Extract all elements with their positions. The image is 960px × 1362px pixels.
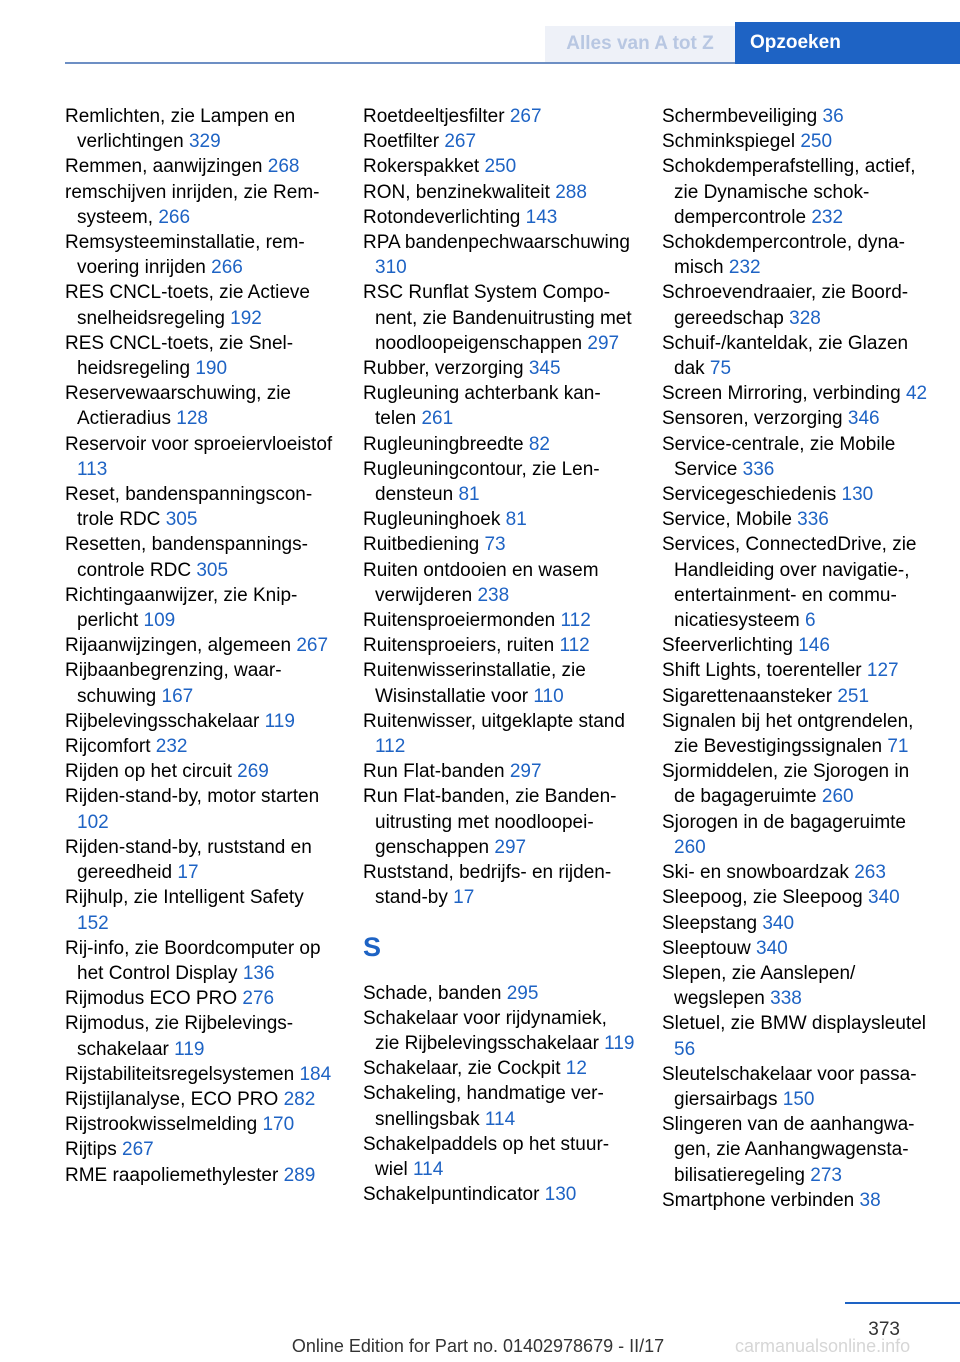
index-entry [65,709,337,734]
entry-text: Sleepoog, zie Sleepoog [662,887,863,909]
index-entry [662,532,934,633]
index-entry [363,1081,635,1131]
page-ref-link[interactable]: 250 [800,131,833,153]
index-entry [363,432,635,457]
index-entry [662,154,934,230]
index-entry [363,658,635,708]
page-ref-link[interactable]: 12 [565,1058,587,1080]
index-entry [363,129,635,154]
page-ref-link[interactable]: 328 [789,307,821,329]
page-ref-link[interactable]: 282 [283,1088,316,1110]
page-ref-link[interactable]: 110 [533,685,564,707]
index-entry [662,230,934,280]
index-entry [65,1011,337,1061]
entry-text: Schroevendraaier, zie Boordgereedschap [662,282,909,329]
entry-text: Sleutelschakelaar voor passagiersairbags [662,1063,917,1110]
index-entry [662,280,934,330]
page-ref-link[interactable]: 263 [854,862,886,884]
page-ref-link[interactable]: 75 [709,358,732,380]
entry-text: Signalen bij het ontgrendelen, zie Bevestigingssignalen [662,710,914,758]
section-tab: Alles van A tot Z [545,26,735,62]
entry-text: Rijden-stand-by, motor starten [65,786,320,808]
index-column-3 [662,104,934,1213]
index-entry [363,507,635,532]
index-entry [662,633,934,658]
entry-text: Sleepstang [662,912,758,934]
index-entry [65,1163,337,1188]
page-ref-link[interactable]: 114 [484,1108,516,1130]
index-entry [363,180,635,205]
page-ref-link[interactable]: 345 [528,358,561,380]
page-ref-link[interactable]: 336 [742,458,775,480]
page-ref-link[interactable]: 130 [841,484,874,506]
entry-text: Smartphone verbinden [662,1189,855,1211]
index-entry [662,1112,934,1188]
entry-text: Rijstrookwisselmelding [65,1114,258,1136]
page-ref-link[interactable]: 119 [174,1038,205,1060]
page-ref-link[interactable]: 273 [810,1164,842,1186]
entry-text: RES CNCL-toets, zie Snelheidsregeling [65,332,294,380]
page-ref-link[interactable]: 340 [868,887,900,909]
index-entry [662,810,934,860]
page-ref-link[interactable]: 232 [728,257,761,279]
index-entry [363,104,635,129]
page-ref-link[interactable]: 184 [299,1063,332,1085]
page-ref-link[interactable]: 82 [528,433,550,455]
page-ref-link[interactable]: 128 [176,408,208,430]
entry-text: Sfeerverlichting [662,635,793,657]
index-entry [65,280,337,330]
entry-text: Rijden-stand-by, ruststand en gereedheid [65,836,312,884]
page-ref-link[interactable]: 17 [453,887,475,909]
page-ref-link[interactable]: 297 [494,836,527,858]
index-entry [662,860,934,885]
entry-text: Schokdemperafstelling, actief, zie Dynamische schokdempercontrole [662,156,916,228]
page-ref-link[interactable]: 289 [283,1164,316,1186]
index-entry [363,532,635,557]
page-ref-link[interactable]: 340 [756,937,788,959]
chapter-tab: Opzoeken [735,22,960,64]
index-entry [363,709,635,759]
entry-text: Servicegeschiedenis [662,484,837,506]
index-entry [363,1006,635,1056]
page-ref-link[interactable]: 310 [375,257,407,279]
page-ref-link[interactable]: 17 [177,862,199,884]
index-entry [65,154,337,179]
index-entry [363,230,635,280]
entry-text: Rijden op het circuit [65,761,232,783]
index-entry [65,104,337,154]
edition-note: Online Edition for Part no. 01402978679 - II/17 [291,1336,665,1356]
page-ref-link[interactable]: 267 [122,1139,154,1161]
entry-text: Schade, banden [363,982,502,1004]
entry-text: Rotondeverlichting [363,206,521,228]
entry-text: Rijcomfort [65,736,151,758]
index-entry [662,104,934,129]
entry-text: Sensoren, verzorging [662,408,843,430]
index-entry [65,759,337,784]
index-entry [363,759,635,784]
index-entry [662,331,934,381]
entry-text: Ruiten ontdooien en wasem verwijderen [363,559,599,606]
page-ref-link[interactable]: 260 [674,836,706,858]
page-ref-link[interactable]: 113 [77,458,108,480]
index-entry [662,1062,934,1112]
page-ref-link[interactable]: 42 [905,383,928,405]
page-ref-link[interactable]: 192 [230,307,262,329]
index-entry [65,1137,337,1162]
entry-text: Slingeren van de aanhangwagen, zie Aanhangwagenstabilisatieregeling [662,1114,915,1186]
index-entry [65,784,337,834]
entry-text: Remmen, aanwijzingen [65,156,263,178]
entry-text: RME raapoliemethylester [65,1164,279,1186]
page-ref-link[interactable]: 251 [837,685,870,707]
page-ref-link[interactable]: 81 [505,509,527,531]
index-entry [662,759,934,809]
page-ref-link[interactable]: 112 [559,635,590,657]
page-ref-link[interactable]: 143 [525,206,558,228]
entry-text: Run Flat-banden [363,761,505,783]
page-ref-link[interactable]: 267 [444,131,477,153]
page-ref-link[interactable]: 266 [211,257,243,279]
index-entry [65,432,337,482]
entry-text: Remlichten, zie Lampen en verlichtingen [65,106,296,153]
index-entry [65,633,337,658]
page-ref-link[interactable]: 297 [509,761,542,783]
index-entry [363,608,635,633]
entry-text: Rij-info, zie Boordcomputer op het Control Display [65,937,321,984]
page-ref-link[interactable]: 71 [887,736,909,758]
index-entry [65,835,337,885]
index-entry [662,709,934,759]
page-ref-link[interactable]: 127 [866,660,899,682]
index-entry [662,885,934,910]
index-entry [65,658,337,708]
entry-text: Shift Lights, toerenteller [662,660,862,682]
index-entry [363,457,635,507]
page-ref-link[interactable]: 119 [604,1032,635,1054]
index-entry [363,356,635,381]
entry-text: Schakelaar voor rijdynamiek, zie Rijbelevingsschakelaar [363,1007,607,1054]
index-entry [662,406,934,431]
entry-text: Schokdempercontrole, dynamisch [662,232,905,279]
entry-text: Rijmodus ECO PRO [65,988,238,1010]
page-ref-link[interactable]: 250 [484,156,517,178]
index-entry [65,583,337,633]
entry-text: Schermbeveiliging [662,106,818,127]
index-entry [363,558,635,608]
index-entry [662,658,934,683]
page-ref-link[interactable]: 261 [421,408,454,430]
entry-text: Ruitenwisserinstallatie, zie Wisinstallatie voor [363,660,586,707]
entry-text: Reservewaarschuwing, zie Actieradius [65,383,291,430]
entry-text: Sleeptouw [662,937,751,959]
entry-text: Sjormiddelen, zie Sjorogen in de bagageruimte [662,761,910,808]
page-ref-link[interactable]: 167 [161,685,194,707]
entry-text: Roetfilter [363,131,440,153]
page-ref-link[interactable]: 102 [77,811,109,833]
index-entry [662,1011,934,1061]
entry-text: Schakeling, handmatige versnellingsbak [363,1083,604,1130]
watermark: carmanualsonline.info [735,1336,911,1356]
entry-text: Ruitensproeiers, ruiten [363,635,555,657]
page-ref-link[interactable]: 295 [506,982,539,1004]
entry-text: Ruitensproeiermonden [363,610,556,632]
entry-text: Rugleuningbreedte [363,433,524,455]
page-ref-link[interactable]: 56 [674,1038,696,1060]
page-ref-link[interactable]: 267 [509,106,542,127]
section-letter: S [363,931,382,962]
entry-text: Richtingaanwijzer, zie Knipperlicht [65,584,298,632]
entry-text: Run Flat-banden, zie Bandenuitrusting met noodloopeigenschappen [363,786,617,858]
entry-text: Reservoir voor sproeiervloeistof [65,433,333,455]
page-ref-link[interactable]: 190 [195,358,228,380]
entry-text: Rokerspakket [363,156,480,178]
page-ref-link[interactable]: 114 [413,1158,444,1180]
page-ref-link[interactable]: 268 [267,156,300,178]
page-ref-link[interactable]: 38 [859,1189,881,1211]
index-entry [363,1132,635,1182]
index-entry [363,381,635,431]
entry-text: Rijstijlanalyse, ECO PRO [65,1088,279,1110]
index-entry [65,331,337,381]
index-entry [662,482,934,507]
page-ref-link[interactable]: 305 [165,509,198,531]
entry-text: Ruitenwisser, uitgeklapte stand [363,710,625,732]
index-entry [662,432,934,482]
page-ref-link[interactable]: 36 [822,106,844,127]
page-ref-link[interactable]: 238 [477,584,510,606]
page-ref-link[interactable]: 340 [762,912,795,934]
entry-text: Rijbaanbegrenzing, waarschuwing [65,660,282,707]
page-ref-link[interactable]: 232 [155,736,188,758]
entry-text: Rijbelevingsschakelaar [65,710,260,732]
entry-text: Rijhulp, zie Intelligent Safety [65,887,304,909]
entry-text: Service-centrale, zie Mobile Service [662,433,896,480]
index-entry [662,507,934,532]
index-entry [65,936,337,986]
page-ref-link[interactable]: 136 [242,962,275,984]
index-entry [662,129,934,154]
entry-text: Ruststand, bedrijfs- en rijdenstand-by [363,862,612,909]
page-ref-link[interactable]: 152 [77,912,109,934]
page-ref-link[interactable]: 146 [798,635,830,657]
page-ref-link[interactable]: 329 [188,131,221,153]
index-entry [662,381,934,406]
page-ref-link[interactable]: 150 [782,1088,815,1110]
entry-text: RES CNCL-toets, zie Actieve snelheidsregeling [65,282,310,329]
page-ref-link[interactable]: 130 [544,1184,577,1206]
index-entry [363,981,635,1006]
entry-text: RSC Runflat System Component, zie Bandenuitrusting met noodloopeigenschappen [363,282,632,354]
entry-text: Rijtips [65,1139,117,1161]
page-ref-link[interactable]: 109 [143,610,176,632]
entry-text: Reset, bandenspanningscontrole RDC [65,484,313,531]
page-number: 373 [868,1319,900,1340]
entry-text: remschijven inrijden, zie Remsysteem, [65,181,320,228]
index-column-2 [363,104,635,1207]
page-ref-link[interactable]: 81 [458,484,480,506]
page-ref-link[interactable]: 297 [587,332,620,354]
entry-text: Resetten, bandenspanningscontrole RDC [65,534,308,581]
page-ref-link[interactable]: 269 [237,761,269,783]
page-ref-link[interactable]: 266 [158,206,191,228]
entry-text: Rubber, verzorging [363,358,524,380]
entry-text: Schakelaar, zie Cockpit [363,1058,561,1080]
page-ref-link[interactable]: 336 [797,509,829,531]
page-ref-link[interactable]: 260 [821,786,854,808]
index-entry [363,1056,635,1081]
entry-text: Ruitbediening [363,534,480,556]
page-ref-link[interactable]: 112 [560,610,591,632]
entry-text: Services, ConnectedDrive, zie Handleiding over navigatie-, entertainment- en communicatiesysteem [662,534,917,632]
entry-text: Sletuel, zie BMW displaysleutel [662,1013,926,1035]
index-entry [65,1112,337,1137]
index-entry [363,205,635,230]
index-entry [363,633,635,658]
index-entry [363,784,635,860]
index-entry [65,986,337,1011]
index-entry [363,154,635,179]
page-ref-link[interactable]: 267 [296,635,329,657]
index-entry [65,180,337,230]
entry-text: Schuif-/kanteldak, zie Glazen dak [662,332,909,380]
index-entry [65,1087,337,1112]
index-entry [65,1062,337,1087]
index-entry [662,961,934,1011]
entry-text: RPA bandenpechwaarschuwing [363,232,630,254]
entry-text: Rugleuning achterbank kantelen [363,383,601,430]
entry-text: Schakelpaddels op het stuurwiel [363,1133,610,1180]
index-column-1 [65,104,337,1188]
page-ref-link[interactable]: 346 [847,408,880,430]
entry-text: Sjorogen in de bagageruimte [662,811,907,833]
index-entry [363,280,635,356]
entry-text: Schminkspiegel [662,131,796,153]
page-ref-link[interactable]: 338 [770,988,802,1010]
entry-text: Remsysteeminstallatie, remvoering inrijden [65,232,305,279]
entry-text: Rijaanwijzingen, algemeen [65,635,292,657]
entry-text: Rijstabiliteitsregelsystemen [65,1063,295,1085]
index-entry [363,1182,635,1207]
footer-rule [845,1302,960,1304]
index-entry [65,381,337,431]
page-ref-link[interactable]: 305 [196,559,229,581]
page-ref-link[interactable]: 119 [264,710,295,732]
entry-text: Slepen, zie Aanslepen/ wegslepen [662,962,856,1010]
index-entry [662,1188,934,1213]
index-entry [662,936,934,961]
page-ref-link[interactable]: 288 [555,181,587,203]
index-entry [363,860,635,910]
page-ref-link[interactable]: 6 [804,610,816,632]
index-entry [662,684,934,709]
entry-text: Schakelpuntindicator [363,1184,540,1206]
page-ref-link[interactable]: 276 [242,988,275,1010]
entry-text: Rijmodus, zie Rijbelevingsschakelaar [65,1013,294,1060]
entry-text: Sigarettenaansteker [662,685,833,707]
entry-text: Ski- en snowboardzak [662,862,849,884]
entry-text: RON, benzinekwaliteit [363,181,550,203]
index-entry [65,885,337,935]
index-entry [65,734,337,759]
page-ref-link[interactable]: 112 [375,736,406,758]
entry-text: Screen Mirroring, verbinding [662,383,901,405]
entry-text: Rugleuningcontour, zie Lendensteun [363,458,600,506]
index-entry [65,532,337,582]
index-entry [662,911,934,936]
page-ref-link[interactable]: 170 [262,1114,295,1136]
index-entry [65,482,337,532]
index-entry [65,230,337,280]
page-ref-link[interactable]: 73 [484,534,506,556]
entry-text: Rugleuninghoek [363,509,501,531]
entry-text: Service, Mobile [662,509,792,531]
page-ref-link[interactable]: 232 [811,206,844,228]
entry-text: Roetdeeltjesfilter [363,106,505,127]
